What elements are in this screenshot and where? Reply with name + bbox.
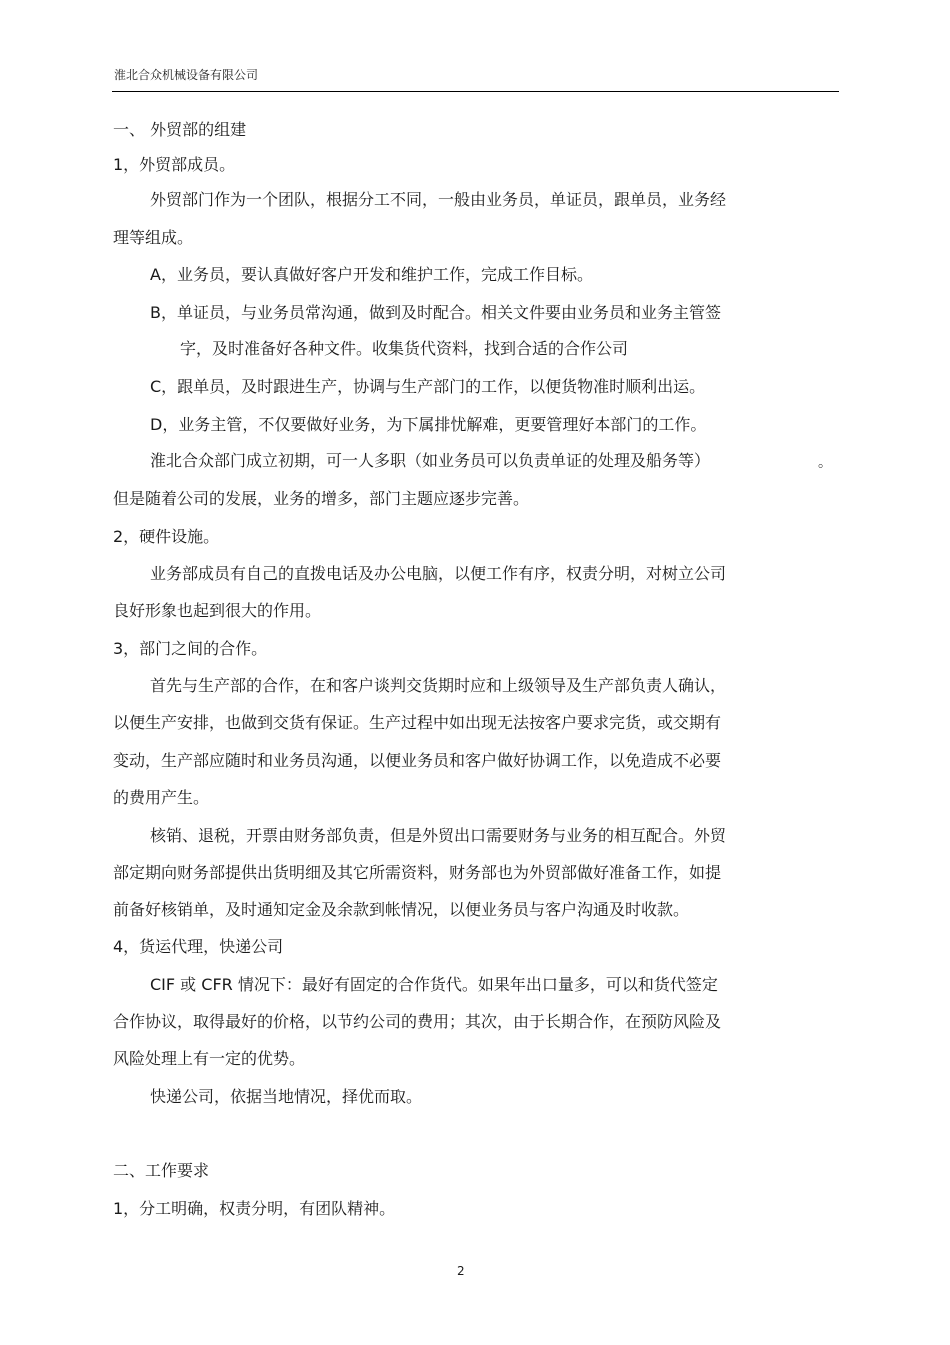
- paragraph-line: 变动，生产部应随时和业务员沟通，以便业务员和客户做好协调工作，以免造成不必要: [113, 751, 722, 770]
- list-item-continuation: 字，及时准备好各种文件。收集货代资料，找到合适的合作公司: [180, 339, 629, 358]
- subsection-heading: 2，硬件设施。: [113, 527, 220, 546]
- subsection-heading: 1，外贸部成员。: [113, 155, 236, 174]
- paragraph-line: 但是随着公司的发展，业务的增多，部门主题应逐步完善。: [113, 489, 530, 508]
- paragraph-line: 前备好核销单，及时通知定金及余款到帐情况，以便业务员与客户沟通及时收款。: [113, 900, 690, 919]
- paragraph-line: 淮北合众部门成立初期，可一人多职（如业务员可以负责单证的处理及船务等）: [150, 451, 711, 470]
- subsection-heading: 3，部门之间的合作。: [113, 639, 268, 658]
- list-item: C，跟单员，及时跟进生产，协调与生产部门的工作，以便货物准时顺利出运。: [150, 377, 706, 396]
- stray-period: 。: [818, 455, 832, 471]
- header-divider: [112, 91, 839, 92]
- section-heading: 二、工作要求: [113, 1161, 210, 1180]
- paragraph-line: CIF 或 CFR 情况下：最好有固定的合作货代。如果年出口量多，可以和货代签定: [150, 975, 718, 994]
- list-item: A，业务员，要认真做好客户开发和维护工作，完成工作目标。: [150, 265, 593, 284]
- paragraph-line: 业务部成员有自己的直拨电话及办公电脑，以便工作有序，权责分明，对树立公司: [150, 564, 727, 583]
- paragraph-line: 快递公司，依据当地情况，择优而取。: [150, 1087, 423, 1106]
- paragraph-line: 合作协议，取得最好的价格，以节约公司的费用；其次，由于长期合作，在预防风险及: [113, 1012, 722, 1031]
- subsection-heading: 4，货运代理，快递公司: [113, 937, 284, 956]
- paragraph-line: 以便生产安排，也做到交货有保证。生产过程中如出现无法按客户要求完货，或交期有: [113, 713, 722, 732]
- paragraph-line: 的费用产生。: [113, 788, 210, 807]
- paragraph-line: 首先与生产部的合作，在和客户谈判交货期时应和上级领导及生产部负责人确认，: [150, 676, 727, 695]
- paragraph-line: 部定期向财务部提供出货明细及其它所需资料，财务部也为外贸部做好准备工作，如提: [113, 863, 722, 882]
- paragraph-line: 风险处理上有一定的优势。: [113, 1049, 306, 1068]
- subsection-heading: 1，分工明确，权责分明，有团队精神。: [113, 1199, 396, 1218]
- paragraph-line: 理等组成。: [113, 228, 194, 247]
- section-heading: 一、 外贸部的组建: [113, 120, 247, 139]
- list-item: D，业务主管，不仅要做好业务，为下属排忧解难，更要管理好本部门的工作。: [150, 415, 707, 434]
- paragraph-line: 外贸部门作为一个团队，根据分工不同，一般由业务员，单证员，跟单员，业务经: [150, 190, 727, 209]
- paragraph-line: 核销、退税，开票由财务部负责，但是外贸出口需要财务与业务的相互配合。外贸: [150, 826, 727, 845]
- list-item: B，单证员，与业务员常沟通，做到及时配合。相关文件要由业务员和业务主管签: [150, 303, 721, 322]
- paragraph-line: 良好形象也起到很大的作用。: [113, 601, 322, 620]
- page-number: 2: [457, 1264, 465, 1278]
- page-header-company: 淮北合众机械设备有限公司: [114, 68, 259, 82]
